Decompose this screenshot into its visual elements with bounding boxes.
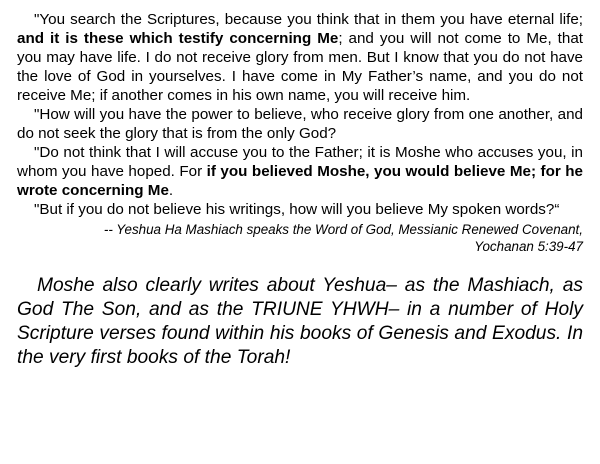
quote-p1-text-2: ; and you will not come to Me, that you may have life. I do not receive glory from men. But I know that you do not have the love of God in yourselves. I have come in My Father’s name, and you do not receive Me; if another comes in his own name, you will receive him. xyxy=(17,30,584,104)
quote-paragraph-1 xyxy=(17,10,583,105)
commentary-paragraph: Moshe also clearly writes about Yeshua– as the Mashiach, as God The Son, and as the TRIUNE YHWH– in a number of Holy Scripture verses found within his books of Genesis and Exodus. In the very first books of the Torah! xyxy=(17,275,583,368)
quote-p3-bold: if you believed Moshe, you would believe Me; for he wrote concerning Me xyxy=(17,163,583,199)
quote-p3-text-2: . xyxy=(168,182,174,199)
quote-citation xyxy=(17,221,583,255)
quote-paragraph-2: "How will you have the power to believe, who receive glory from one another, and do not seek the glory that is from the only God? xyxy=(17,106,583,142)
quote-paragraph-3 xyxy=(17,143,583,200)
quote-p3-text-1: "Do not think that I will accuse you to the Father; it is Moshe who accuses you, in whom you have hoped. For xyxy=(17,144,583,180)
quote-p1-text-1: "You search the Scriptures, because you think that in them you have eternal life; xyxy=(34,11,583,28)
quote-paragraph-4: "But if you do not believe his writings, how will you believe My spoken words?“ xyxy=(34,201,560,218)
citation-line-1: -- Yeshua Ha Mashiach speaks the Word of God, Messianic Renewed Covenant, xyxy=(103,222,583,237)
citation-line-2: Yochanan 5:39-47 xyxy=(474,239,583,254)
quote-p1-bold: and it is these which testify concerning Me xyxy=(17,30,339,47)
scripture-quote xyxy=(17,10,583,219)
